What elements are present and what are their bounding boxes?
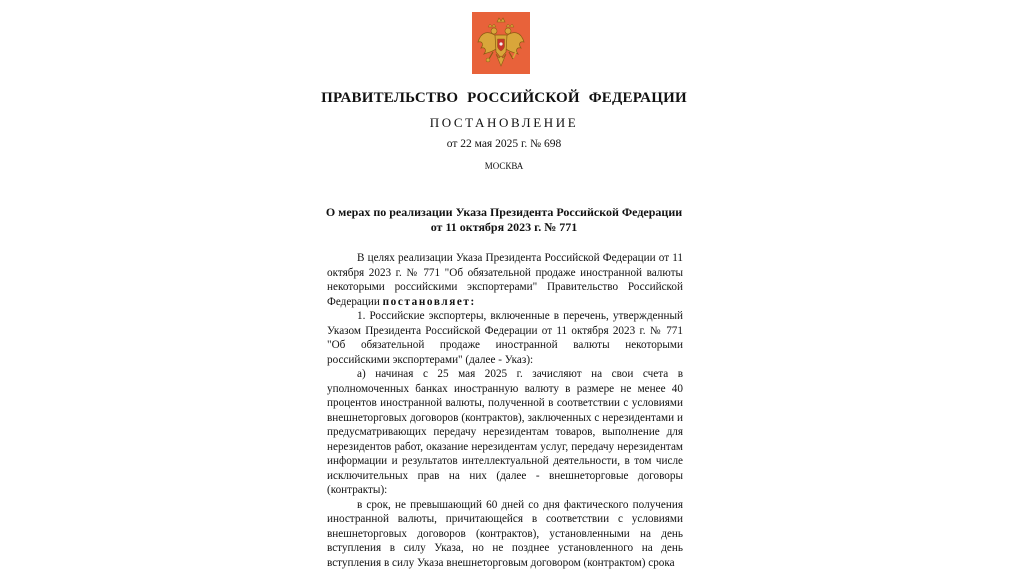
intro-text: В целях реализации Указа Президента Российской Федерации от 11 октября 2023 г. № 771 "Об обязательной продаже иностранной валюты некоторыми российскими экспортерами" Правительство Российской Федерации [327, 252, 683, 308]
intro-verb: постановляет: [382, 295, 476, 308]
paragraph-1a: а) начиная с 25 мая 2025 г. зачисляют на свои счета в уполномоченных банках иностранную валюту в размере не менее 40 процентов иностранной валюты, полученной в соответствии с условиями внешнеторговых договоров (контрактов), заключенных с нерезидентами и предусматривающих передачу нерезидентам товаров, выполнение для нерезидентов работ, оказание нерезидентам услуг, передачу нерезидентам информации и результатов интеллектуальной деятельности, в том числе исключительных прав на них (далее - внешнеторговые договоры (контракты): [327, 368, 683, 496]
document-type: ПОСТАНОВЛЕНИЕ [429, 115, 579, 130]
document-body [327, 251, 683, 570]
subject-line-2: от 11 октября 2023 г. № 771 [430, 220, 578, 234]
intro-paragraph [327, 251, 683, 309]
paragraph-1: 1. Российские экспортеры, включенные в перечень, утвержденный Указом Президента Российской Федерации от 11 октября 2023 г. № 771 "Об обязательной продаже иностранной валюты некоторыми российскими экспортерами" (далее - Указ): [327, 310, 683, 366]
document-subject [0, 205, 1008, 235]
subject-line-1: О мерах по реализации Указа Президента Российской Федерации [325, 205, 683, 219]
russian-coat-of-arms-icon [472, 12, 530, 74]
document-date-number: от 22 мая 2025 г. № 698 [446, 138, 562, 150]
government-title: ПРАВИТЕЛЬСТВО РОССИЙСКОЙ ФЕДЕРАЦИИ [321, 90, 687, 106]
paragraph-2: в срок, не превышающий 60 дней со дня фактического получения иностранной валюты, причитающейся в соответствии с условиями внешнеторговых договоров (контрактов), установленными на день вступления в силу Указа, но не позднее установленного на день вступления в силу Указа внешнеторговым договором (контрактом) срока [327, 498, 683, 569]
document-city: МОСКВА [484, 161, 524, 171]
